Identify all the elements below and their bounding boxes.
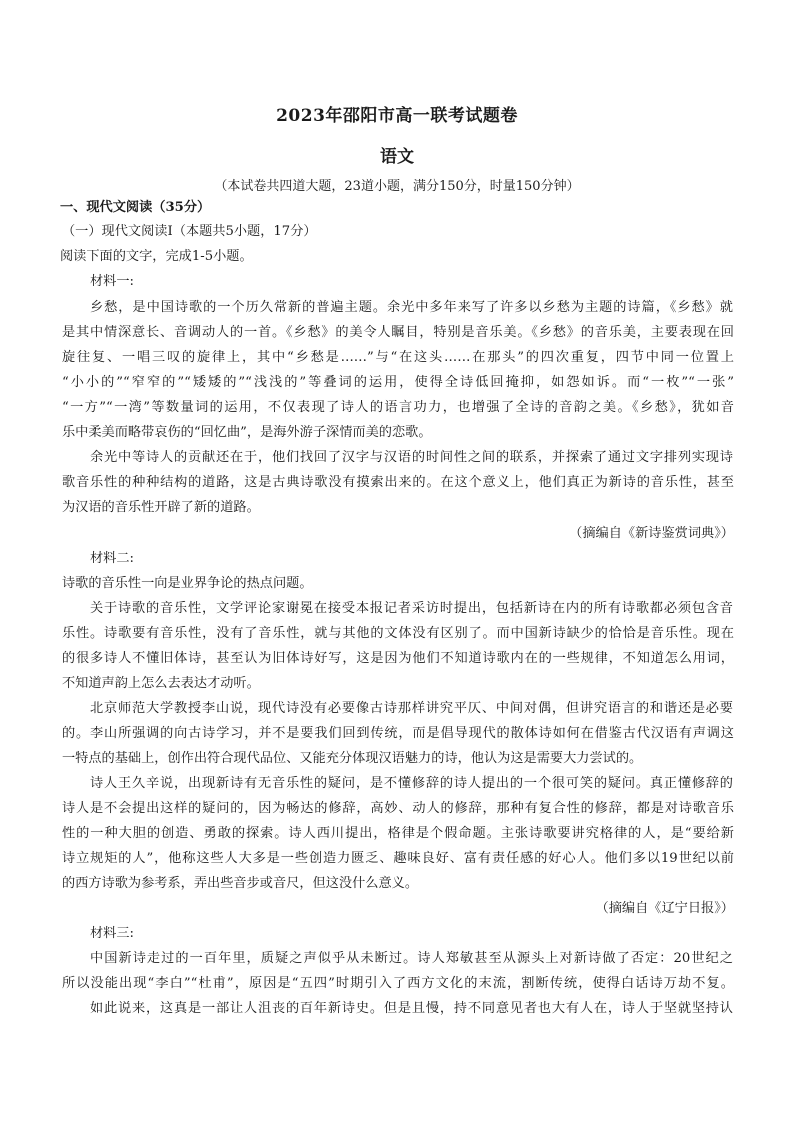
paragraph-line: 诗人是不会提出这样的疑问的，因为畅达的修辞，高妙、动人的修辞，那种有复合性的修辞，都是对诗歌音乐 — [62, 801, 734, 816]
material-label: 材料一: — [90, 274, 135, 289]
paragraph-line: 中国新诗走过的一百年里，质疑之声似乎从未断过。诗人郑敏甚至从源头上对新诗做了否定：20世纪之 — [90, 951, 733, 966]
paragraph-line: 乐性。诗歌要有音乐性，没有了音乐性，就与其他的文体没有区别了。而中国新诗缺少的恰恰是音乐性。现在 — [62, 626, 734, 641]
paragraph-line: 所以没能出现“李白”“杜甫”，原因是“五四”时期引入了西方文化的末流，割断传统，使得白话诗万劫不复。 — [62, 976, 734, 991]
sub-section-heading: （一）现代文阅读Ⅰ（本题共5小题，17分） — [62, 224, 317, 239]
paragraph-line: 诗立规矩的人”，他称这些人大多是一些创造力匮乏、趣味良好、富有责任感的好心人。他们多以19世纪以前 — [62, 851, 734, 866]
paragraph-line: 性的一种大胆的创造、勇敢的探索。诗人西川提出，格律是个假命题。主张诗歌要讲究格律的人，是“要给新 — [62, 826, 734, 841]
paragraph-line: 旋往复、一唱三叹的旋律上，其中“乡愁是……”与“在这头……在那头”的四次重复，四节中同一位置上 — [62, 350, 734, 365]
paragraph-line: 不知道声韵上怎么去表达才动听。 — [62, 676, 260, 691]
paragraph-line: 的很多诗人不懂旧体诗，甚至认为旧体诗好写，这是因为他们不知道诗歌内在的一些规律，不知道怎么用词， — [62, 651, 734, 666]
subject-title: 语文 — [380, 147, 414, 167]
exam-title: 2023年邵阳市高一联考试题卷 — [276, 106, 518, 126]
paragraph-line: 为汉语的音乐性开辟了新的道路。 — [62, 500, 260, 515]
source-citation: （摘编自《辽宁日报》） — [595, 901, 734, 916]
paragraph-line: 的西方诗歌为参考系，弄出些音步或音尺，但这没什么意义。 — [62, 876, 419, 891]
paragraph-line: 歌音乐性的种种结构的道路，这是古典诗歌没有摸索出来的。在这个意义上，他们真正为新诗的音乐性，甚至 — [62, 475, 734, 490]
exam-note: （本试卷共四道大题，23道小题，满分150分，时量150分钟） — [214, 179, 580, 194]
section-heading: 一、现代文阅读（35分） — [60, 200, 211, 215]
source-citation: （摘编自《新诗鉴赏词典》） — [569, 526, 734, 541]
paragraph-line: 是其中情深意长、音调动人的一首。《乡愁》的美令人瞩目，特别是音乐美。《乡愁》的音乐美，主要表现在回 — [62, 325, 734, 340]
paragraph-line: “小小的”“窄窄的”“矮矮的”“浅浅的”等叠词的运用，使得全诗低回掩抑，如怨如诉。而“一枚”“一张” — [62, 375, 734, 390]
paragraph-line: 如此说来，这真是一部让人沮丧的百年新诗史。但是且慢，持不同意见者也大有人在，诗人于坚就坚持认 — [90, 1001, 733, 1016]
paragraph-line: 余光中等诗人的贡献还在于，他们找回了汉字与汉语的时间性之间的联系，并探索了通过文字排列实现诗 — [90, 450, 733, 465]
paragraph-line: 北京师范大学教授李山说，现代诗没有必要像古诗那样讲究平仄、中间对偶，但讲究语言的和谐还是必要 — [90, 701, 733, 716]
reading-instruction: 阅读下面的文字，完成1-5小题。 — [60, 249, 253, 264]
paragraph-line: “一方”“一湾”等数量词的运用，不仅表现了诗人的语言功力，也增强了全诗的音韵之美。《乡愁》，犹如音 — [62, 400, 734, 415]
paragraph-line: 的。李山所强调的向古诗学习，并不是要我们回到传统，而是倡导现代的散体诗如何在借鉴古代汉语有声调这 — [62, 726, 734, 741]
paragraph-line: 诗人王久辛说，出现新诗有无音乐性的疑问，是不懂修辞的诗人提出的一个很可笑的疑问。真正懂修辞的 — [90, 776, 733, 791]
material-label: 材料二: — [90, 551, 135, 566]
material-label: 材料三: — [90, 926, 135, 941]
paragraph-line: 诗歌的音乐性一向是业界争论的热点问题。 — [62, 576, 313, 591]
paragraph-line: 乐中柔美而略带哀伤的“回忆曲”，是海外游子深情而美的恋歌。 — [62, 425, 432, 440]
paragraph-line: 一特点的基础上，创作出符合现代品位、又能充分体现汉语魅力的诗，他认为这是需要大力尝试的。 — [62, 751, 643, 766]
paragraph-line: 关于诗歌的音乐性，文学评论家谢冕在接受本报记者采访时提出，包括新诗在内的所有诗歌都必须包含音 — [90, 601, 733, 616]
paragraph-line: 乡愁，是中国诗歌的一个历久常新的普遍主题。余光中多年来写了许多以乡愁为主题的诗篇，《乡愁》就 — [90, 300, 733, 315]
